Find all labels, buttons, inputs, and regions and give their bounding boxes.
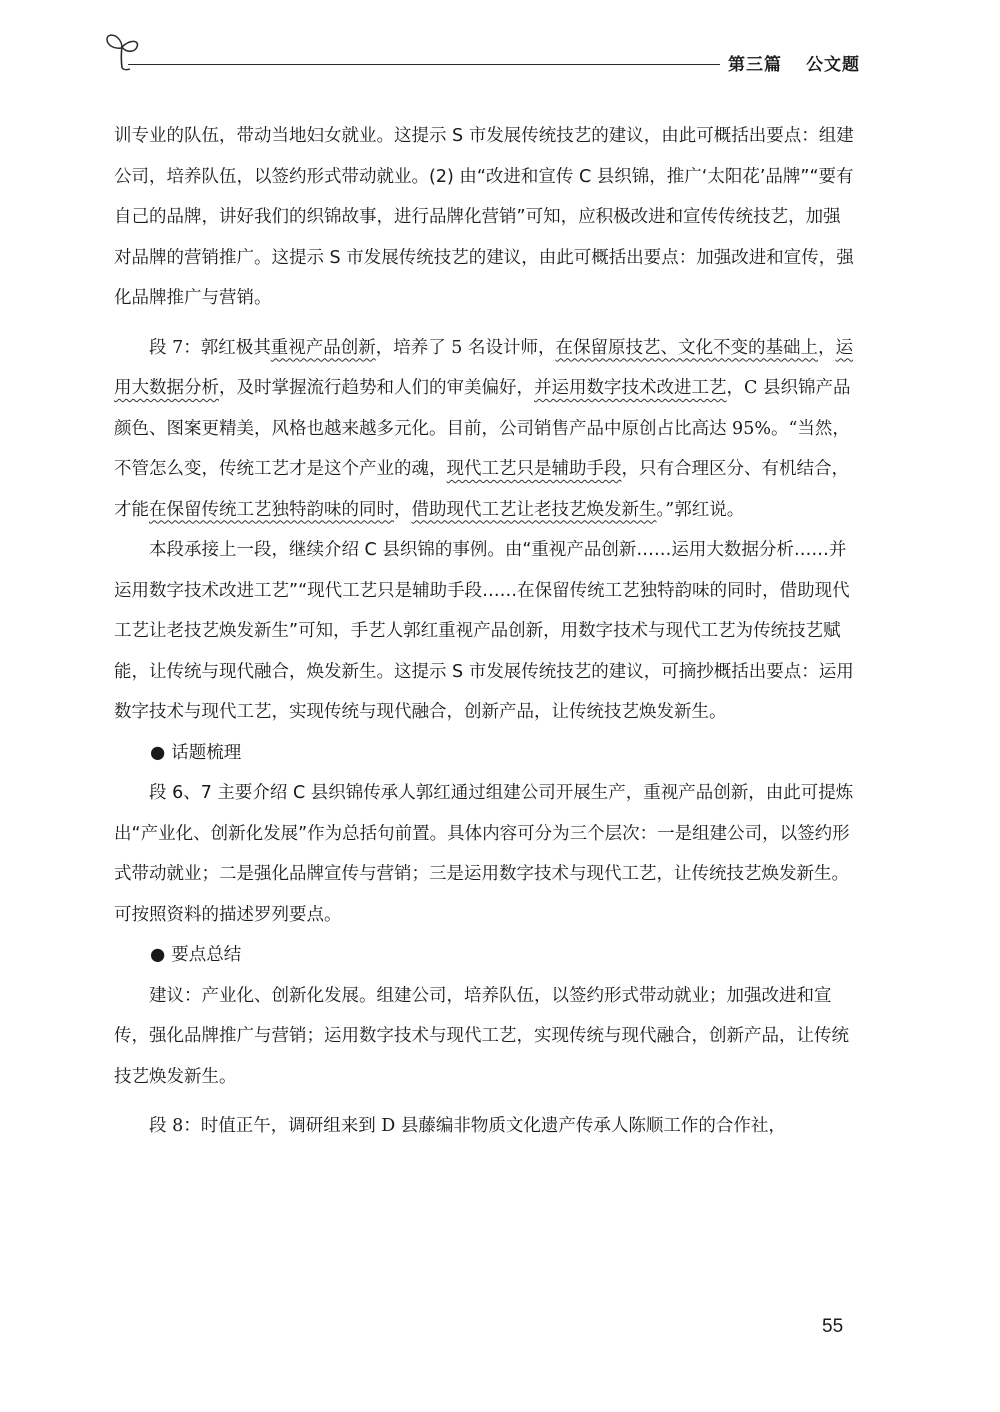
underlined-phrase: 重视产品创新 — [270, 337, 376, 358]
bullet-icon: ● — [150, 742, 166, 763]
underlined-phrase: 运用大数据分析 — [114, 337, 853, 398]
page-content — [114, 116, 858, 1147]
topic-paragraph: 段 6、7 主要介绍 C 县织锦传承人郭红通过组建公司开展生产，重视产品创新，由此可提炼出“产业化、创新化发展”作为总括句前置。具体内容可分为三个层次：一是组建公司，以签约形式带动就业；二是强化品牌宣传与营销；三是运用数字技术与现代工艺，让传统技艺焕发新生。可按照资料的描述罗列要点。 — [114, 783, 854, 925]
text-span: 。”郭红说。 — [656, 499, 745, 520]
underlined-phrase: 在保留传统工艺独特韵味的同时 — [149, 499, 394, 520]
topic-heading — [114, 733, 858, 774]
underlined-phrase: 并运用数字技术改进工艺 — [534, 378, 727, 398]
summary-heading — [114, 935, 858, 976]
summary-paragraph: 建议：产业化、创新化发展。组建公司，培养队伍，以签约形式带动就业；加强改进和宣传，强化品牌推广与营销；运用数字技术与现代工艺，实现传统与现代融合，创新产品，让传统技艺焕发新生。 — [114, 985, 849, 1087]
header-section: 公文题 — [806, 55, 860, 75]
text-span: ，培养了 5 名设计师， — [375, 337, 556, 358]
topic-heading-text: 话题梳理 — [171, 742, 242, 763]
text-span: ， — [394, 499, 412, 520]
text-span: ，只有合理区分、有机结合，才能 — [114, 459, 849, 520]
summary-heading-text: 要点总结 — [171, 945, 242, 965]
underlined-phrase: 在保留原技艺、文化不变的基础上 — [555, 337, 818, 358]
underlined-phrase: 借助现代工艺让老技艺焕发新生 — [411, 499, 657, 520]
bullet-icon: ● — [150, 945, 166, 965]
material-paragraph-7 — [114, 328, 858, 531]
material-paragraph-8: 段 8：时值正午，调研组来到 D 县藤编非物质文化遗产传承人陈顺工作的合作社， — [149, 1116, 786, 1136]
page-header — [102, 28, 862, 78]
page-number: 55 — [822, 1316, 844, 1337]
paragraph-continued: 训专业的队伍，带动当地妇女就业。这提示 S 市发展传统技艺的建议，由此可概括出要点：组建公司，培养队伍，以签约形式带动就业。(2) 由“改进和宣传 C 县织锦，推广‘太阳花’品牌”“要有自己的品牌，讲好我们的织锦故事，进行品牌化营销”可知，应积极改进和宣传传统技艺，加强对品牌的营销推广。这提示 S 市发展传统技艺的建议，由此可概括出要点：加强改进和宣传，强化品牌推广与营销。 — [114, 126, 854, 308]
text-span: ， — [817, 337, 836, 358]
underlined-phrase: 现代工艺只是辅助手段 — [446, 459, 622, 479]
text-span: ，及时掌握流行趋势和人们的审美偏好， — [219, 378, 534, 398]
text-span: ，C 县织锦产品颜色、图案更精美，风格也越来越多元化。目前，公司销售产品中原创占比高达 95%。“当然，不管怎么变，传统工艺才是这个产业的魂， — [114, 378, 851, 479]
sprout-icon — [102, 28, 142, 72]
header-rule — [128, 64, 720, 65]
text-span: 段 7：郭红极其 — [149, 337, 271, 358]
header-title — [728, 50, 860, 75]
analysis-paragraph-7: 本段承接上一段，继续介绍 C 县织锦的事例。由“重视产品创新……运用大数据分析……并运用数字技术改进工艺”“现代工艺只是辅助手段……在保留传统工艺独特韵味的同时，借助现代工艺让老技艺焕发新生”可知，手艺人郭红重视产品创新，用数字技术与现代工艺为传统技艺赋能，让传统与现代融合，焕发新生。这提示 S 市发展传统技艺的建议，可摘抄概括出要点：运用数字技术与现代工艺，实现传统与现代融合，创新产品，让传统技艺焕发新生。 — [114, 540, 854, 722]
header-part: 第三篇 — [728, 55, 782, 75]
